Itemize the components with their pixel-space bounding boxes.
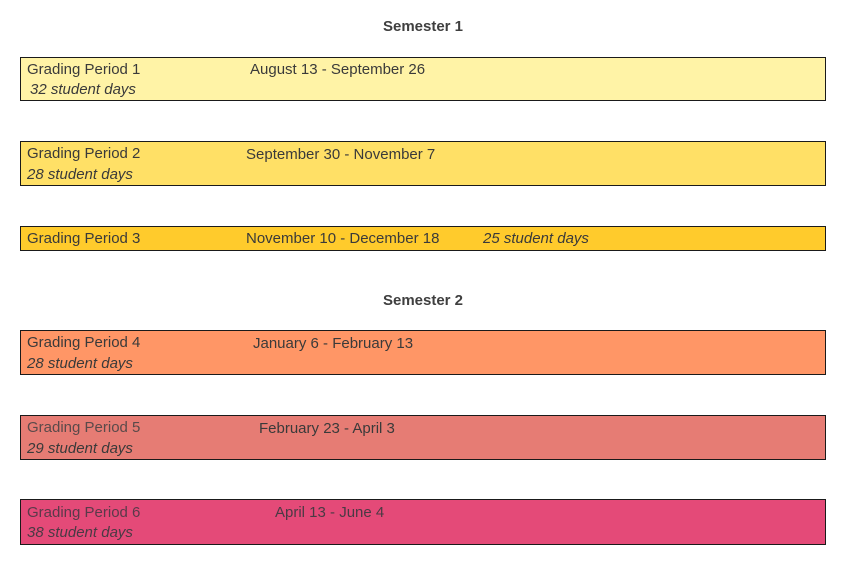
period-dates: August 13 - September 26 bbox=[250, 61, 426, 78]
grading-period-6 bbox=[20, 499, 826, 545]
grading-period-1 bbox=[20, 57, 826, 101]
grading-period-2 bbox=[20, 141, 826, 186]
period-dates: November 10 - December 18 bbox=[246, 230, 440, 247]
period-name: Grading Period 5 bbox=[27, 419, 141, 436]
period-name: Grading Period 4 bbox=[27, 334, 141, 351]
period-student-days: 28 student days bbox=[27, 166, 133, 183]
semester-1-title: Semester 1 bbox=[382, 18, 464, 35]
period-dates: September 30 - November 7 bbox=[246, 146, 436, 163]
period-dates: February 23 - April 3 bbox=[259, 420, 395, 437]
grading-period-3 bbox=[20, 226, 826, 251]
period-name: Grading Period 3 bbox=[27, 230, 141, 247]
period-student-days: 25 student days bbox=[483, 230, 589, 247]
grading-period-5 bbox=[20, 415, 826, 460]
period-name: Grading Period 1 bbox=[27, 61, 141, 78]
period-student-days: 29 student days bbox=[27, 440, 133, 457]
period-student-days: 28 student days bbox=[27, 355, 133, 372]
period-dates: April 13 - June 4 bbox=[275, 504, 385, 521]
period-student-days: 32 student days bbox=[30, 81, 136, 98]
period-dates: January 6 - February 13 bbox=[253, 335, 414, 352]
semester-2-title: Semester 2 bbox=[382, 292, 464, 309]
period-name: Grading Period 6 bbox=[27, 504, 141, 521]
period-name: Grading Period 2 bbox=[27, 145, 141, 162]
grading-period-4 bbox=[20, 330, 826, 375]
period-student-days: 38 student days bbox=[27, 524, 133, 541]
